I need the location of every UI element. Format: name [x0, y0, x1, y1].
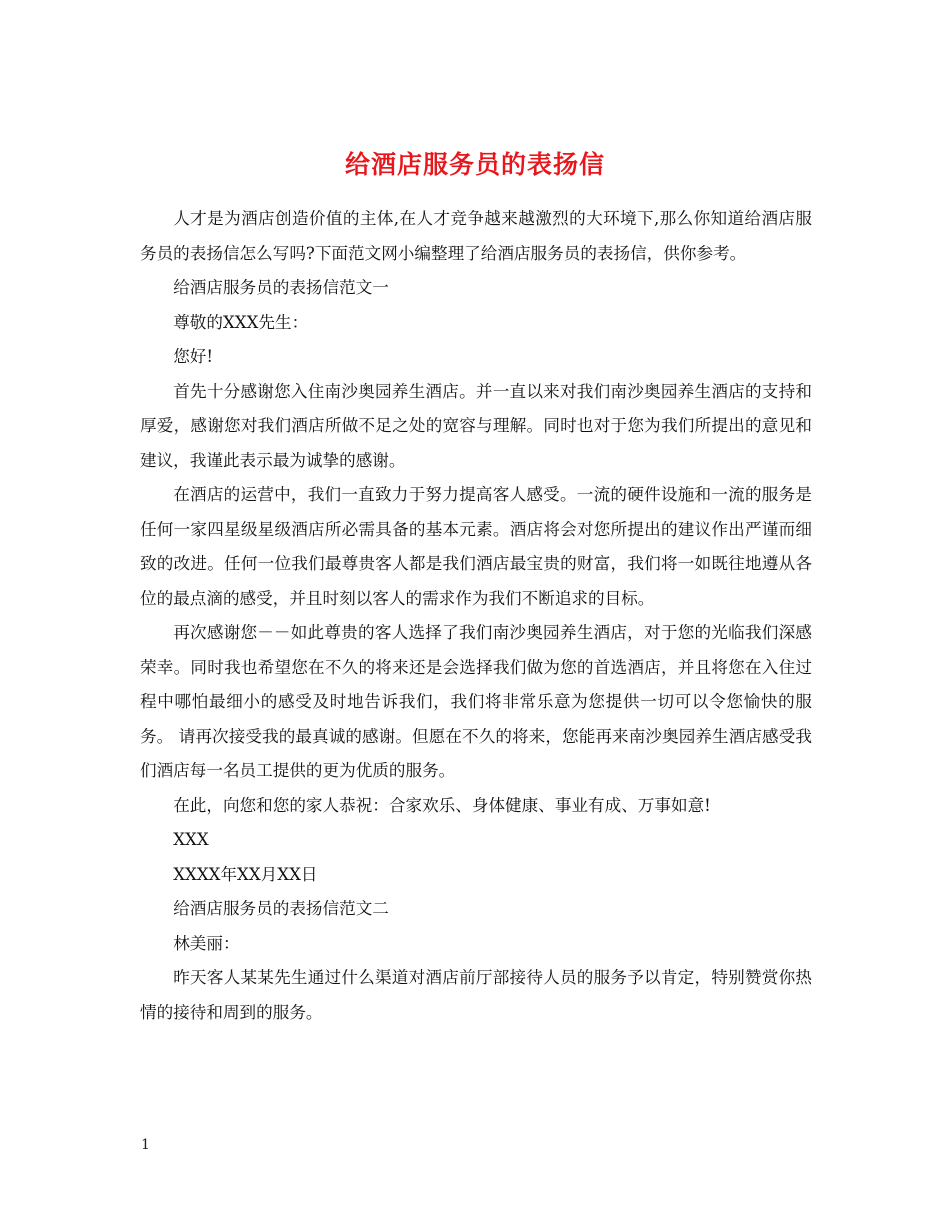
intro-paragraph: 人才是为酒店创造价值的主体,在人才竞争越来越激烈的大环境下,那么你知道给酒店服务员的表扬信怎么写吗?下面范文网小编整理了给酒店服务员的表扬信，供你参考。	[140, 209, 812, 263]
sample1-paragraph-3: 再次感谢您－－如此尊贵的客人选择了我们南沙奥园养生酒店，对于您的光临我们深感荣幸。同时我也希望您在不久的将来还是会选择我们做为您的首选酒店，并且将您在入住过程中哪怕最细小的感受及时地告诉我们，我们将非常乐意为您提供一切可以令您愉快的服务。 请再次接受我的最真诚的感谢。但愿在不久的将来，您能再来南沙奥园养生酒店感受我们酒店每一名员工提供的更为优质的服务。	[140, 623, 812, 780]
document-body	[140, 202, 812, 1030]
sample1-date: XXXX年XX月XX日	[173, 864, 318, 884]
sample1-salutation: 尊敬的XXX先生：	[173, 312, 309, 332]
sample1-greeting: 您好!	[173, 347, 214, 366]
document-title: 给酒店服务员的表扬信	[344, 149, 605, 179]
page-number: 1	[141, 1137, 150, 1153]
sample1-signature: XXX	[173, 830, 209, 849]
sample1-closing: 在此，向您和您的家人恭祝：合家欢乐、身体健康、事业有成、万事如意!	[173, 795, 711, 815]
sample2-heading: 给酒店服务员的表扬信范文二	[173, 899, 389, 918]
sample1-paragraph-1: 首先十分感谢您入住南沙奥园养生酒店。并一直以来对我们南沙奥园养生酒店的支持和厚爱，感谢您对我们酒店所做不足之处的宽容与理解。同时也对于您为我们所提出的意见和建议，我谨此表示最为诚挚的感谢。	[140, 381, 812, 470]
sample1-paragraph-2: 在酒店的运营中，我们一直致力于努力提高客人感受。一流的硬件设施和一流的服务是任何一家四星级星级酒店所必需具备的基本元素。酒店将会对您所提出的建议作出严谨而细致的改进。任何一位我们最尊贵客人都是我们酒店最宝贵的财富，我们将一如既往地遵从各位的最点滴的感受，并且时刻以客人的需求作为我们不断追求的目标。	[140, 485, 812, 608]
sample2-salutation: 林美丽：	[173, 933, 240, 953]
sample1-heading: 给酒店服务员的表扬信范文一	[173, 278, 389, 297]
sample2-paragraph-1: 昨天客人某某先生通过什么渠道对酒店前厅部接待人员的服务予以肯定，特别赞赏你热情的接待和周到的服务。	[140, 968, 812, 1022]
